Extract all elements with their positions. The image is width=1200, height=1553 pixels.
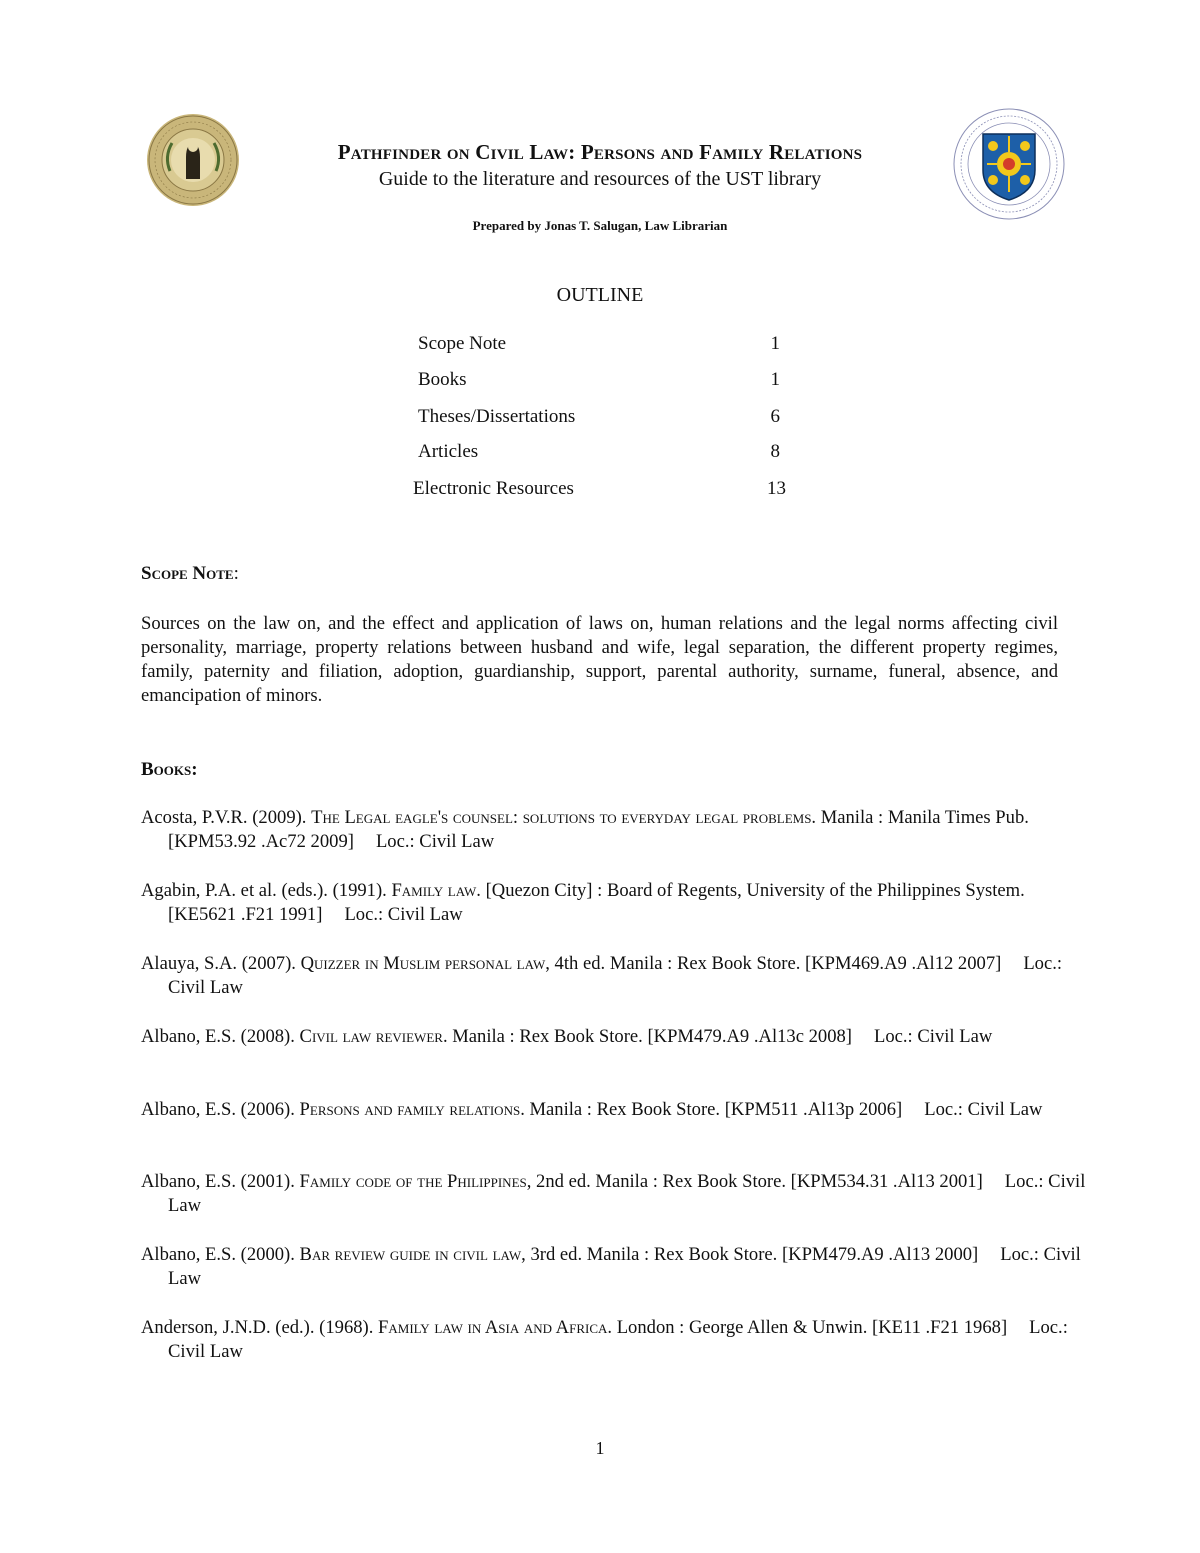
- outline-item-page: 1: [770, 369, 780, 390]
- book-entry: Acosta, P.V.R. (2009). The Legal eagle's counsel: solutions to everyday legal problems. Manila : Manila Times Pub. [KPM53.92 .Ac72 2009] Loc.: Civil Law: [141, 807, 1029, 852]
- book-entry: Anderson, J.N.D. (ed.). (1968). Family law in Asia and Africa. London : George Allen & Unwin. [KE11 .F21 1968] Loc.: Civil Law: [141, 1317, 1068, 1362]
- outline-item-label: Scope Note: [418, 333, 507, 354]
- outline-item-label: Books: [418, 369, 467, 390]
- book-entry: Albano, E.S. (2000). Bar review guide in civil law, 3rd ed. Manila : Rex Book Store. [KPM479.A9 .Al13 2000] Loc.: Civil Law: [141, 1244, 1081, 1289]
- book-entry: Albano, E.S. (2006). Persons and family relations. Manila : Rex Book Store. [KPM511 .Al13p 2006] Loc.: Civil Law: [141, 1099, 1043, 1120]
- outline-item-page: 13: [767, 478, 786, 499]
- outline-item-page: 8: [770, 441, 780, 462]
- outline-heading: OUTLINE: [556, 284, 644, 306]
- outline-item-label: Electronic Resources: [413, 478, 574, 499]
- prepared-by: Prepared by Jonas T. Salugan, Law Librarian: [472, 218, 728, 233]
- scope-note-heading: Scope Note:: [141, 563, 239, 584]
- page-number: 1: [595, 1438, 605, 1458]
- document-title: Pathfinder on Civil Law: Persons and Family Relations: [337, 140, 863, 164]
- books-heading: Books:: [141, 759, 198, 780]
- book-entry: Albano, E.S. (2008). Civil law reviewer. Manila : Rex Book Store. [KPM479.A9 .Al13c 2008] Loc.: Civil Law: [141, 1026, 993, 1047]
- outline-item-label: Theses/Dissertations: [418, 406, 576, 427]
- outline-item-page: 6: [770, 406, 780, 427]
- book-entry: Albano, E.S. (2001). Family code of the Philippines, 2nd ed. Manila : Rex Book Store. [KPM534.31 .Al13 2001] Loc.: Civil Law: [141, 1171, 1086, 1216]
- outline-item-label: Articles: [418, 441, 479, 462]
- outline-item-page: 1: [770, 333, 780, 354]
- document-subtitle: Guide to the literature and resources of the UST library: [378, 168, 822, 190]
- scope-note-text: Sources on the law on, and the effect and application of laws on, human relations and the legal norms affecting civil personality, marriage, property relations between husband and wife, legal separation, the different property regimes, family, paternity and filiation, adoption, guardianship, support, parental authority, surname, funeral, absence, and emancipation of minors.: [141, 613, 1058, 706]
- book-entry: Alauya, S.A. (2007). Quizzer in Muslim personal law, 4th ed. Manila : Rex Book Store. [KPM469.A9 .Al12 2007] Loc.: Civil Law: [141, 953, 1063, 998]
- book-entry: Agabin, P.A. et al. (eds.). (1991). Family law. [Quezon City] : Board of Regents, University of the Philippines System. [KE5621 .F21 1991] Loc.: Civil Law: [141, 880, 1025, 925]
